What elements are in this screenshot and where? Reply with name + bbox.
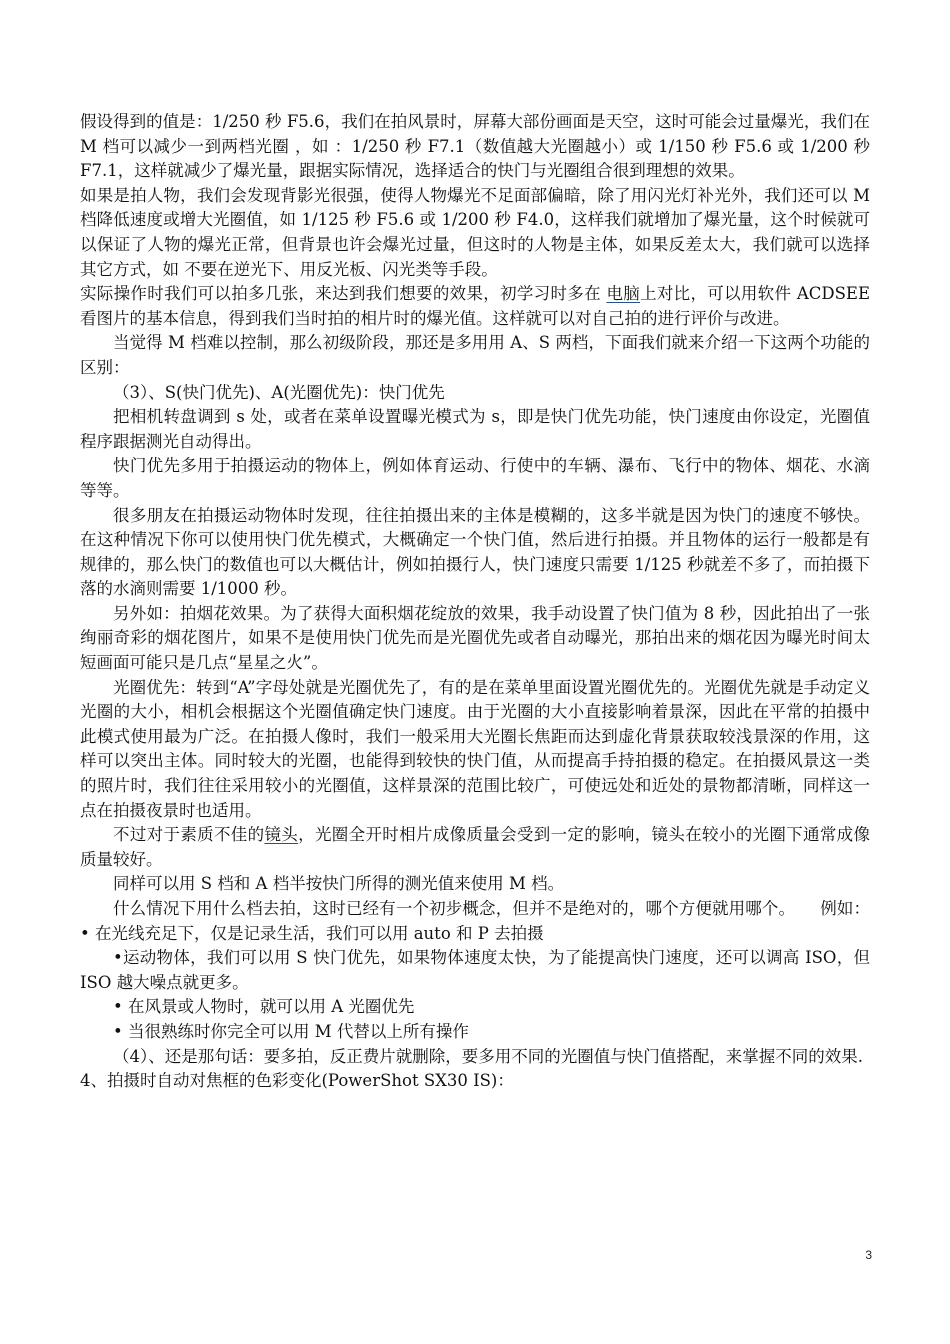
paragraph-11	[80, 823, 870, 872]
paragraph-3-post: 上对比，可以用软件 ACDSEE 看图片的基本信息，得到我们当时拍的相片时的爆光值。这样就可以对自己拍的进行评价与改进。	[80, 284, 870, 328]
paragraph-1: 假设得到的值是：1/250 秒 F5.6，我们在拍风景时，屏幕大部份画面是天空，这时可能会过量爆光，我们在 M 档可以减少一到两档光圈 ，如 ：1/250 秒 F7.1（数值越大光圈越小）或 1/150 秒 F5.6 或 1/200 秒 F7.1，这样就减少了爆光量，跟据实际情况，选择适合的快门与光圈组合很到理想的效果。	[80, 112, 870, 181]
paragraph-11-post: ，光圈全开时相片成像质量会受到一定的影响，镜头在较小的光圈下通常成像质量较好。	[80, 825, 871, 869]
section-heading-af-frame: 4、拍摄时自动对焦框的色彩变化(PowerShot SX30 IS)：	[80, 1071, 514, 1091]
paragraph-11-pre: 不过对于素质不佳的	[113, 825, 265, 845]
bullet-item-sports: •运动物体，我们可以用 S 快门优先，如果物体速度太快，为了能提高快门速度，还可以调高 ISO，但 ISO 越大噪点就更多。	[80, 948, 870, 992]
computer-link[interactable]: 电脑	[606, 284, 641, 304]
lens-link[interactable]: 镜头	[264, 825, 299, 845]
paragraph-10: 光圈优先：转到“A”字母处就是光圈优先了，有的是在菜单里面设置光圈优先的。光圈优先就是手动定义光圈的大小，相机会根据这个光圈值确定快门速度。由于光圈的大小直接影响着景深，因此在平常的拍摄中此模式使用最为广泛。在拍摄人像时，我们一般采用大光圈长焦距而达到虚化背景获取较浅景深的作用，这样可以突出主体。同时较大的光圈，也能得到较快的快门值，从而提高手持拍摄的稳定。在拍摄风景这一类的照片时，我们往往采用较小的光圈值，这样景深的范围比较广，可使远处和近处的景物都清晰，同样这一点在拍摄夜景时也适用。	[80, 677, 870, 820]
page-number: 3	[865, 1248, 872, 1262]
paragraph-9: 另外如：拍烟花效果。为了获得大面积烟花绽放的效果，我手动设置了快门值为 8 秒，因此拍出了一张绚丽奇彩的烟花图片，如果不是使用快门优先而是光圈优先或者自动曝光，那拍出来的烟花因为曝光时间太短画面可能只是几点“星星之火”。	[80, 603, 870, 673]
section-heading-4: （4）、还是那句话：要多拍，反正费片就删除，要多用不同的光圈值与快门值搭配，来掌握不同的效果.	[113, 1046, 863, 1066]
paragraph-12: 同样可以用 S 档和 A 档半按快门所得的测光值来使用 M 档。	[113, 874, 565, 894]
paragraph-7: 快门优先多用于拍摄运动的物体上，例如体育运动、行使中的车辆、瀑布、飞行中的物体、烟花、水滴等等。	[80, 456, 870, 500]
bullet-item-landscape: • 在风景或人物时，就可以用 A 光圈优先	[113, 997, 415, 1017]
paragraph-6: 把相机转盘调到 s 处，或者在菜单设置曝光模式为 s，即是快门优先功能，快门速度由你设定，光圈值程序跟据测光自动得出。	[80, 407, 870, 451]
paragraph-2: 如果是拍人物，我们会发现背影光很强，使得人物爆光不足面部偏暗，除了用闪光灯补光外，我们还可以 M 档降低速度或增大光圈值，如 1/125 秒 F5.6 或 1/200 秒 F4.0，这样我们就增加了爆光量，这个时候就可以保证了人物的爆光正常，但背景也许会爆光过量，但这时的人物是主体，如果反差太大，我们就可以选择其它方式，如 不要在逆光下、用反光板、闪光类等手段。	[80, 185, 870, 279]
paragraph-4: 当觉得 M 档难以控制，那么初级阶段，那还是多用用 A、S 两档，下面我们就来介绍一下这两个功能的区别：	[80, 333, 870, 377]
paragraph-3	[80, 282, 870, 331]
paragraph-13: 什么情况下用什么档去拍，这时已经有一个初步概念，但并不是绝对的，哪个方便就用哪个。 例如：• 在光线充足下，仅是记录生活，我们可以用 auto 和 P 去拍摄	[80, 899, 870, 943]
section-heading-3: （3）、S(快门优先)、A(光圈优先)：快门优先	[113, 382, 445, 402]
paragraph-8: 很多朋友在拍摄运动物体时发现，往往拍摄出来的主体是模糊的，这多半就是因为快门的速度不够快。在这种情况下你可以使用快门优先模式，大概确定一个快门值，然后进行拍摄。并且物体的运行一般都是有规律的，那么快门的数值也可以大概估计，例如拍摄行人，快门速度只需要 1/125 秒就差不多了，而拍摄下落的水滴则需要 1/1000 秒。	[80, 505, 870, 599]
bullet-item-manual: • 当很熟练时你完全可以用 M 代替以上所有操作	[113, 1021, 469, 1041]
paragraph-3-pre: 实际操作时我们可以拍多几张，来达到我们想要的效果，初学习时多在	[80, 284, 607, 304]
document-body	[80, 110, 870, 1094]
